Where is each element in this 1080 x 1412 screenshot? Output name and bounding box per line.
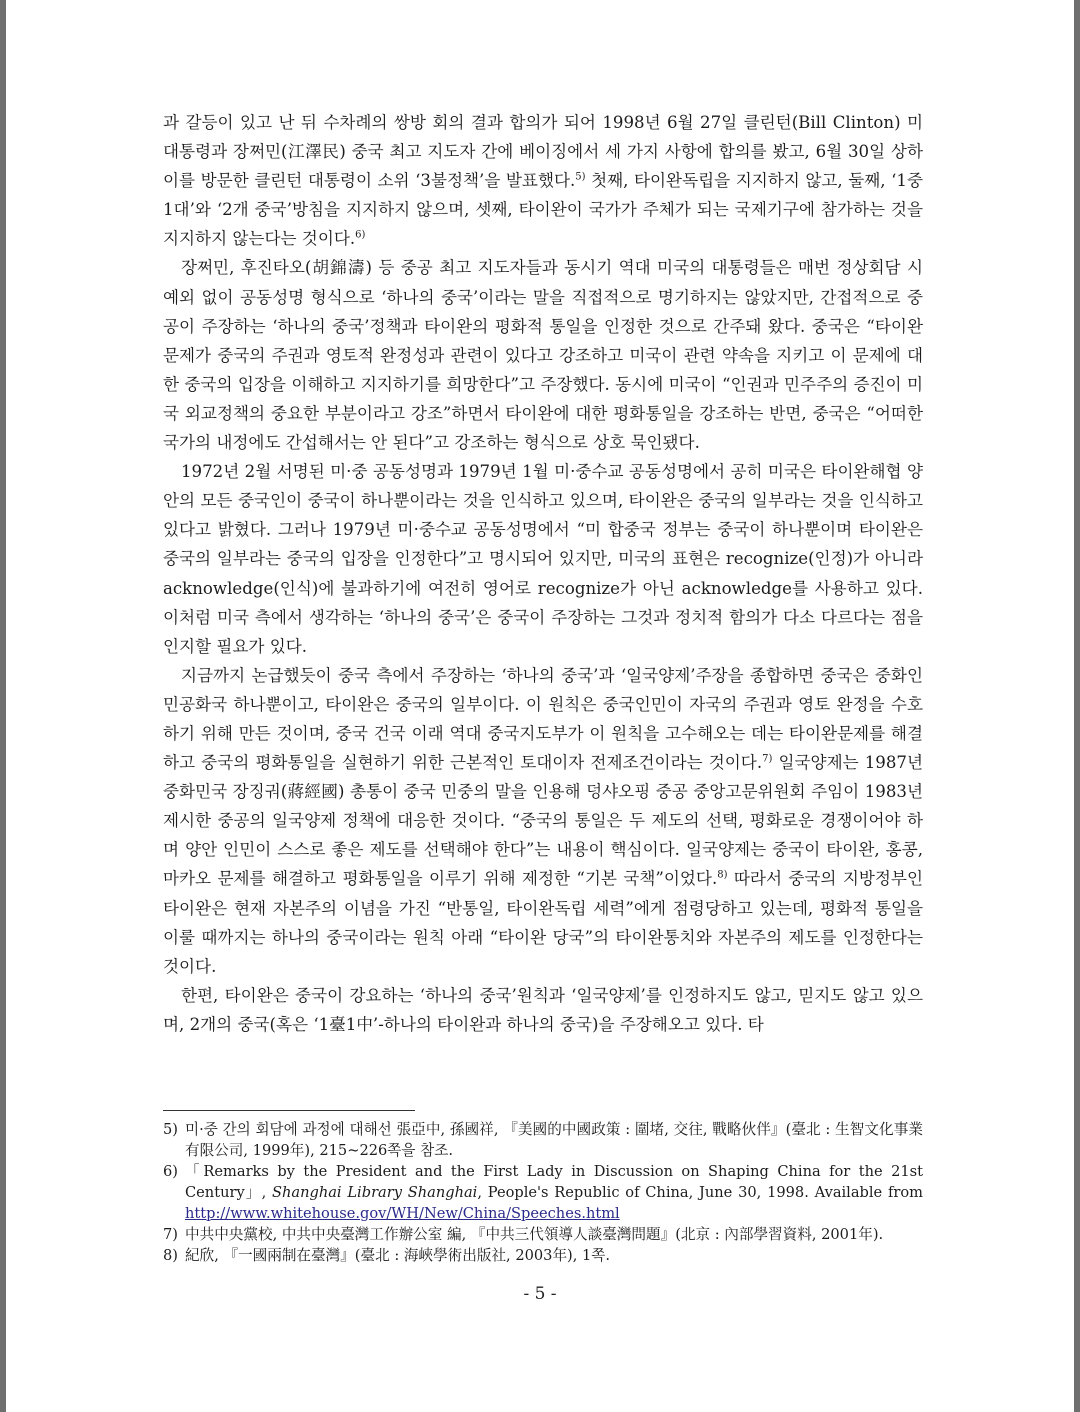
document-page (6, 0, 1074, 1412)
footnotes (163, 1119, 923, 1266)
footnote-number: 7) (163, 1226, 178, 1243)
text-run: 中共中央黨校, 中共中央臺灣工作辦公室 編, 『中共三代領導人談臺灣問題』(北京 : 內部學習資料, 2001年). (185, 1226, 884, 1243)
footnote-text (185, 1161, 923, 1224)
text-run: 일국양제는 1987년 중화민국 장징궈(蔣經國) 총통이 중국 민중의 말을 인용해 덩샤오핑 중공 중앙고문위원회 주임이 1983년 제시한 중공의 일국양제 정책에 대응한 것이다. “중국의 통일은 두 제도의 선택, 평화로운 경쟁이어야 하며 양안 인민이 스스로 좋은 제도를 선택해야 한다”는 내용이 핵심이다. 일국양제는 중국이 타이완, 홍콩, 마카오 문제를 해결하고 평화통일을 이루기 위해 제정한 “기본 국책”이었다. (163, 753, 923, 889)
footnote-number: 8) (163, 1247, 178, 1264)
text-run: 紀欣, 『一國兩制在臺灣』(臺北 : 海峽學術出版社, 2003年), 1쪽. (185, 1247, 611, 1264)
footnote-number: 5) (163, 1121, 178, 1138)
footnote-ref: 7) (762, 753, 773, 765)
paragraph (163, 661, 923, 981)
page-number: - 5 - (523, 1284, 557, 1304)
text-run: 장쩌민, 후진타오(胡錦濤) 등 중공 최고 지도자들과 동시기 역대 미국의 대통령들은 매번 정상회담 시 예외 없이 공동성명 형식으로 ‘하나의 중국’이라는 말을 직접적으로 명기하지는 않았지만, 간접적으로 중공이 주장하는 ‘하나의 중국’정책과 타이완의 평화적 통일을 인정한 것으로 간주돼 왔다. 중국은 “타이완문제가 중국의 주권과 영토적 완정성과 관련이 있다고 강조하고 미국이 관련 약속을 지키고 이 문제에 대한 중국의 입장을 이해하고 지지하기를 희망한다”고 주장했다. 동시에 미국이 “인권과 민주주의 증진이 미국 외교정책의 중요한 부분이라고 강조”하면서 타이완에 대한 평화통일을 강조하는 반면, 중국은 “어떠한 국가의 내정에도 간섭해서는 안 된다”고 강조하는 형식으로 상호 묵인됐다. (163, 258, 923, 453)
text-run: 첫째, 타이완독립을 지지하지 않고, 둘째, ‘1중1대’와 ‘2개 중국’방침을 지지하지 않으며, 셋째, 타이완이 국가가 주체가 되는 국제기구에 참가하는 것을 지지하지 않는다는 것이다. (163, 171, 923, 249)
paragraph (163, 981, 923, 1039)
footnote-ref: 8) (717, 869, 728, 881)
footnote-text (185, 1245, 923, 1266)
url-link[interactable]: http://www.whitehouse.gov/WH/New/China/Speeches.html (185, 1205, 620, 1222)
footnote (163, 1245, 923, 1266)
text-run: 「Remarks by the President and the First Lady in Discussion on Shaping China for the 21st Century」, (185, 1163, 923, 1201)
footnote-text (185, 1119, 923, 1161)
paragraph (163, 108, 923, 253)
footnote-ref: 6) (355, 229, 366, 241)
text-run: 미·중 간의 회담에 과정에 대해선 張亞中, 孫國祥, 『美國的中國政策 : 圍堵, 交往, 戰略伙伴』(臺北 : 生智文化事業有限公司, 1999年), 215~226쪽을 참조. (185, 1121, 923, 1159)
footnote (163, 1161, 923, 1224)
footnote (163, 1119, 923, 1161)
footnote-text (185, 1224, 923, 1245)
text-run: 따라서 중국의 지방정부인 타이완은 현재 자본주의 이념을 가진 “반통일, 타이완독립 세력”에게 점령당하고 있는데, 평화적 통일을 이룰 때까지는 하나의 중국이라는 원칙 아래 “타이완 당국”의 타이완통치와 자본주의 제도를 인정한다는 것이다. (163, 869, 923, 976)
footnote (163, 1224, 923, 1245)
italic-title: Shanghai Library Shanghai (271, 1184, 478, 1201)
text-run: 지금까지 논급했듯이 중국 측에서 주장하는 ‘하나의 중국’과 ‘일국양제’주장을 종합하면 중국은 중화인민공화국 하나뿐이고, 타이완은 중국의 일부이다. 이 원칙은 중국인민이 자국의 주권과 영토 완정을 수호하기 위해 만든 것이며, 중국 건국 이래 역대 중국지도부가 이 원칙을 고수해오는 데는 타이완문제를 해결하고 중국의 평화통일을 실현하기 위한 근본적인 토대이자 전제조건이라는 것이다. (163, 665, 923, 773)
paragraph (163, 457, 923, 661)
text-run: 한편, 타이완은 중국이 강요하는 ‘하나의 중국’원칙과 ‘일국양제’를 인정하지도 않고, 믿지도 않고 있으며, 2개의 중국(혹은 ‘1臺1中’-하나의 타이완과 하나의 중국)을 주장해오고 있다. 타 (163, 985, 923, 1034)
text-run: 1972년 2월 서명된 미·중 공동성명과 1979년 1월 미·중수교 공동성명에서 공히 미국은 타이완해협 양안의 모든 중국인이 중국이 하나뿐이라는 것을 인식하고 있으며, 타이완은 중국의 일부라는 것을 인식하고 있다고 밝혔다. 그러나 1979년 미·중수교 공동성명에서 “미 합중국 정부는 중국이 하나뿐이며 타이완은 중국의 일부라는 중국의 입장을 인정한다”고 명시되어 있지만, 미국의 표현은 recognize(인정)가 아니라 acknowledge(인식)에 불과하기에 여전히 영어로 recognize가 아닌 acknowledge를 사용하고 있다. 이처럼 미국 측에서 생각하는 ‘하나의 중국’은 중국이 주장하는 그것과 정치적 함의가 다소 다르다는 점을 인지할 필요가 있다. (163, 462, 923, 656)
footnote-number: 6) (163, 1163, 178, 1180)
footnote-divider (163, 1110, 415, 1111)
text-run: , People's Republic of China, June 30, 1998. Available from (477, 1184, 923, 1201)
body-text (163, 108, 923, 1039)
text-run: 과 갈등이 있고 난 뒤 수차례의 쌍방 회의 결과 합의가 되어 1998년 6월 27일 클린턴(Bill Clinton) 미 대통령과 장쩌민(江澤民) 중국 최고 지도자 간에 베이징에서 세 가지 사항에 합의를 봤고, 6월 30일 상하이를 방문한 클린턴 대통령이 소위 ‘3불정책’을 발표했다. (163, 113, 923, 191)
paragraph (163, 253, 923, 457)
footnote-ref: 5) (575, 171, 586, 183)
